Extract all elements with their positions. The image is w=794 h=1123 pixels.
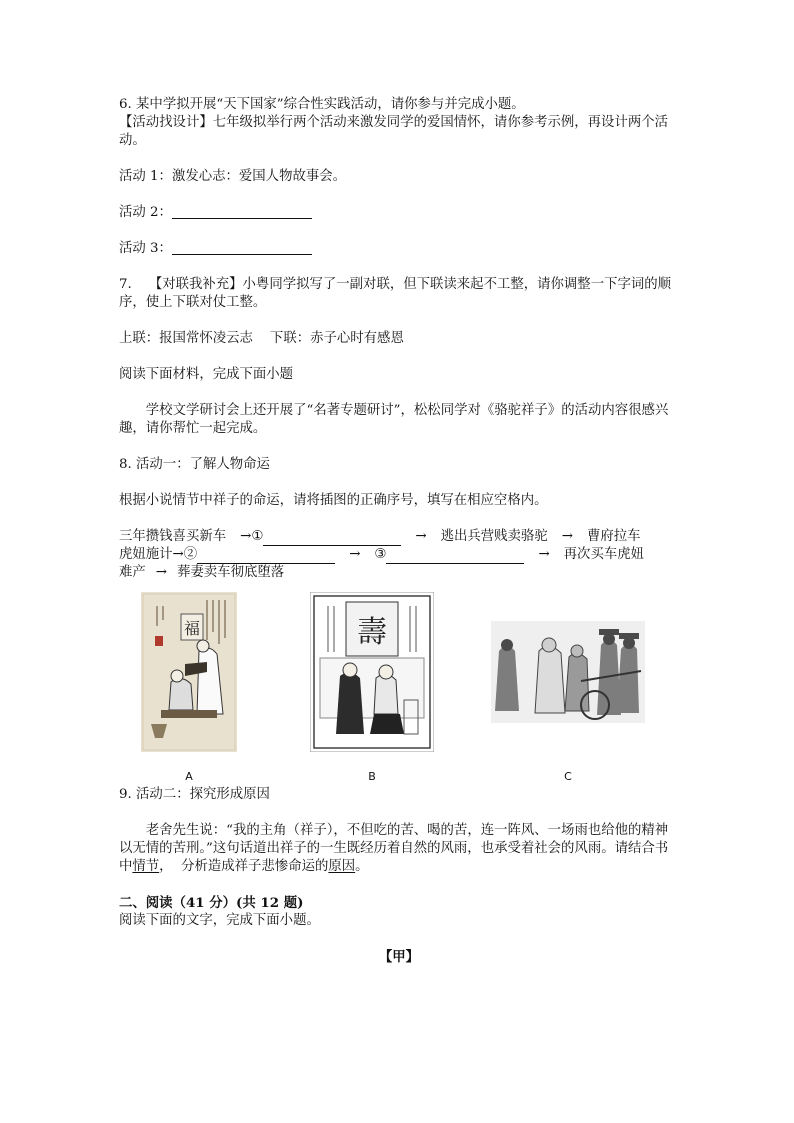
answer-blank-3[interactable] xyxy=(386,549,524,564)
figure-a xyxy=(141,592,237,786)
figure-c xyxy=(491,621,645,786)
answer-blank-activity-2[interactable] xyxy=(172,204,312,219)
answer-blank-2[interactable] xyxy=(197,549,335,564)
answer-blank-activity-3[interactable] xyxy=(172,240,312,255)
figure-b-caption: B xyxy=(368,770,376,783)
figure-a-caption: A xyxy=(185,770,193,783)
q8-instruction: 根据小说情节中祥子的命运，请将插图的正确序号，填写在相应空格内。 xyxy=(119,493,548,508)
svg-text:福: 福 xyxy=(183,619,201,638)
q6-subtitle: 【活动找设计】七年级拟举行两个活动来激发同学的爱国情怀，请你参考示例，再设计两个活动。 xyxy=(119,115,669,148)
q9-prompt: 老舍先生说：“我的主角（祥子），不但吃的苦、喝的苦，连一阵风、一场雨也给他的精神以无情的苦刑。”这句话道出祥子的一生既经历着自然的风雨，也承受着社会的风雨。请结合书中情节， 分析造成祥子悲惨命运的原因。 xyxy=(119,823,669,874)
plot-line-1: 三年攒钱喜买新车 →① → 逃出兵营贱卖骆驼 → 曹府拉车 xyxy=(119,529,641,544)
q7-text: 7. 【对联我补充】小粤同学拟写了一副对联，但下联读来起不工整，请你调整一下字词的顺序，使上下联对仗工整。 xyxy=(119,277,672,310)
illustration-b xyxy=(310,592,434,752)
q6-example: 活动 1：激发心志：爱国人物故事会。 xyxy=(119,169,347,184)
reading-instruction: 阅读下面材料，完成下面小题 xyxy=(119,367,294,382)
illustrations xyxy=(119,592,679,786)
illustration-a xyxy=(141,592,237,752)
plot-line-3: 难产 → 葬妻卖车彻底堕落 xyxy=(119,565,285,580)
section-2-title: 二、阅读（41 分）(共 12 题) xyxy=(119,895,304,911)
q7-couplet: 上联：报国常怀凌云志 下联：赤子心时有感恩 xyxy=(119,331,404,346)
document-page xyxy=(119,96,679,966)
answer-blank-1[interactable] xyxy=(263,531,401,546)
q6-title: 6. 某中学拟开展“天下国家”综合性实践活动，请你参与并完成小题。 xyxy=(119,97,525,112)
passage-jia-heading: 【甲】 xyxy=(378,949,420,965)
illustration-c xyxy=(491,621,645,723)
q6-activity-3: 活动 3： xyxy=(119,240,679,258)
q8-title: 8. 活动一：了解人物命运 xyxy=(119,457,270,472)
q9-title: 9. 活动二：探究形成原因 xyxy=(119,787,270,802)
q6-activity-2: 活动 2： xyxy=(119,204,679,222)
section-2-instruction: 阅读下面的文字，完成下面小题。 xyxy=(119,913,320,928)
figure-b xyxy=(310,592,434,786)
reading-intro: 学校文学研讨会上还开展了“名著专题研讨”，松松同学对《骆驼祥子》的活动内容很感兴趣，请你帮忙一起完成。 xyxy=(119,403,669,436)
figure-c-caption: C xyxy=(564,770,572,783)
plot-line-2: 虎妞施计→② → ③ → 再次买车虎妞 xyxy=(119,547,645,562)
svg-text:壽: 壽 xyxy=(357,615,387,650)
